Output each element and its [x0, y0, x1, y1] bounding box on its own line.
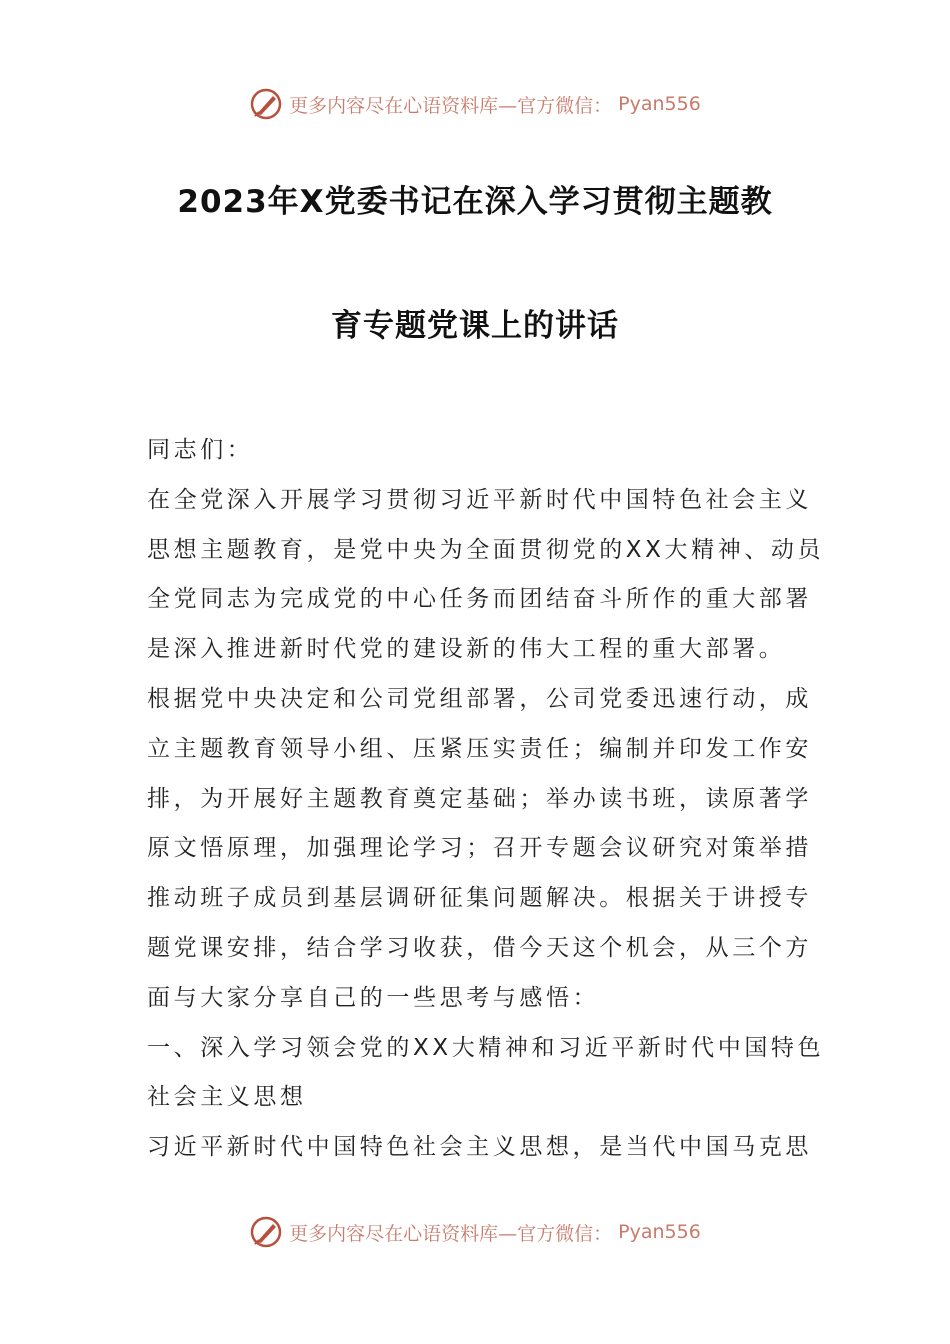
body-line: 思想主题教育，是党中央为全面贯彻党的XX大精神、动员 — [147, 536, 825, 563]
body-line: 排，为开展好主题教育奠定基础；举办读书班，读原著学 — [147, 785, 812, 812]
watermark-text: 更多内容尽在心语资料库—官方微信： — [289, 1222, 613, 1245]
section-heading-line: 社会主义思想 — [147, 1084, 307, 1111]
document-title-line-2: 育专题党课上的讲话 — [331, 308, 619, 344]
body-line: 全党同志为完成党的中心任务而团结奋斗所作的重大部署 — [147, 586, 812, 613]
quill-logo-icon — [249, 87, 283, 121]
body-line: 习近平新时代中国特色社会主义思想，是当代中国马克思 — [147, 1134, 812, 1161]
body-line: 是深入推进新时代党的建设新的伟大工程的重大部署。 — [147, 636, 786, 663]
header-watermark — [0, 84, 950, 124]
body-line: 原文悟原理，加强理论学习；召开专题会议研究对策举措 — [147, 835, 812, 862]
watermark-handle: Pyan556 — [618, 93, 701, 115]
body-line: 题党课安排，结合学习收获，借今天这个机会，从三个方 — [147, 934, 812, 961]
section-heading-line: 一、深入学习领会党的XX大精神和习近平新时代中国特色 — [147, 1034, 825, 1061]
body-line: 同志们： — [147, 437, 254, 463]
watermark-handle: Pyan556 — [618, 1221, 701, 1243]
document-title-line-1: 2023年X党委书记在深入学习贯彻主题教 — [177, 184, 773, 220]
body-line: 面与大家分享自己的一些思考与感悟： — [147, 984, 600, 1011]
body-line: 立主题教育领导小组、压紧压实责任；编制并印发工作安 — [147, 735, 812, 762]
body-line: 根据党中央决定和公司党组部署，公司党委迅速行动，成 — [147, 685, 812, 712]
body-line: 在全党深入开展学习贯彻习近平新时代中国特色社会主义 — [147, 486, 812, 513]
watermark-text: 更多内容尽在心语资料库—官方微信： — [289, 94, 613, 117]
footer-watermark — [0, 1212, 950, 1252]
quill-logo-icon — [249, 1215, 283, 1249]
document-body — [147, 426, 825, 1173]
body-line: 推动班子成员到基层调研征集问题解决。根据关于讲授专 — [147, 885, 812, 912]
